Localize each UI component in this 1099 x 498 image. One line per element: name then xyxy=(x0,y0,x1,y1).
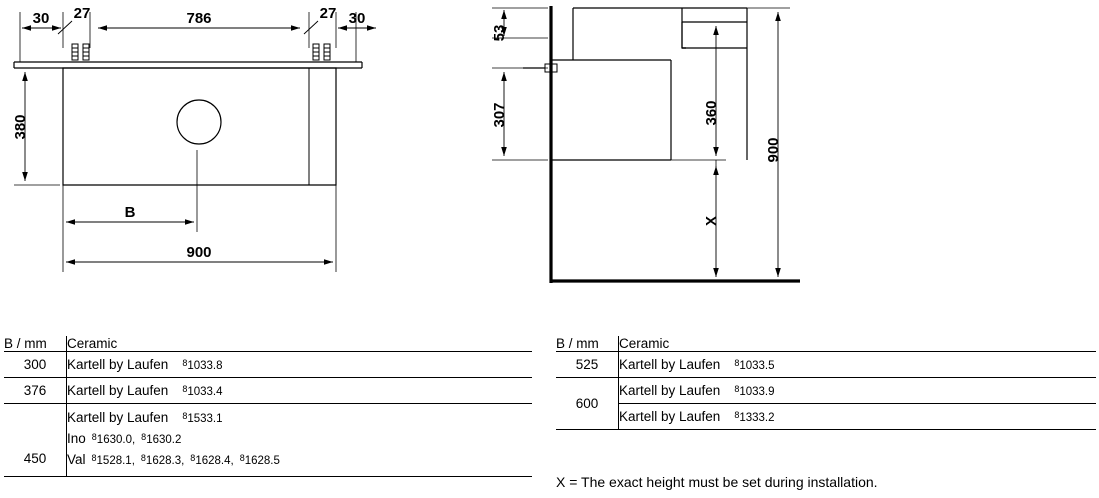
article-number: $^8$1630.0, $^8$1630.2 xyxy=(91,431,182,446)
table-row xyxy=(4,352,532,378)
ceramic-line xyxy=(619,378,1096,403)
cell-b-600: 600 xyxy=(575,396,599,411)
cell-ceramic-450 xyxy=(67,404,533,477)
cell-ceramic-525 xyxy=(619,352,1097,378)
dim-label-X: X xyxy=(703,215,720,227)
brand-name: Kartell by Laufen xyxy=(619,409,721,424)
dim-label-27-right: 27 xyxy=(319,5,337,22)
cell-b-525: 525 xyxy=(575,357,599,372)
table-row xyxy=(4,404,532,477)
dim-label-786: 786 xyxy=(186,10,212,27)
ceramic-line xyxy=(67,408,532,429)
table-header-row xyxy=(4,336,532,352)
brand-name: Kartell by Laufen xyxy=(67,357,169,372)
dim-label-307: 307 xyxy=(491,102,508,128)
dim-label-27-left: 27 xyxy=(73,5,91,22)
spec-table-right xyxy=(556,336,1096,430)
brand-name: Kartell by Laufen xyxy=(67,410,169,425)
dim-label-360: 360 xyxy=(703,100,720,126)
installation-note: X = The exact height must be set during installation. xyxy=(556,474,878,490)
header-b-mm: B / mm xyxy=(4,336,47,351)
cell-ceramic-376 xyxy=(67,378,533,404)
cell-b-376: 376 xyxy=(23,383,47,398)
cell-ceramic-600 xyxy=(619,378,1097,430)
table-row xyxy=(556,352,1096,378)
article-number: $^8$1033.9 xyxy=(734,383,775,398)
ceramic-line xyxy=(67,429,532,450)
dim-label-900-front: 900 xyxy=(186,244,212,261)
article-number: $^8$1333.2 xyxy=(734,409,775,424)
dim-label-30-right: 30 xyxy=(348,10,366,27)
header-b-mm: B / mm xyxy=(556,336,599,351)
cell-ceramic-300 xyxy=(67,352,533,378)
cell-b-300: 300 xyxy=(23,357,47,372)
spec-tables xyxy=(0,336,1099,498)
header-ceramic: Ceramic xyxy=(619,336,1097,352)
header-ceramic: Ceramic xyxy=(67,336,533,352)
article-number: $^8$1533.1 xyxy=(182,410,223,425)
ceramic-line xyxy=(619,403,1096,429)
article-number: $^8$1033.8 xyxy=(182,357,223,372)
dim-label-B: B xyxy=(124,204,136,221)
ceramic-line xyxy=(67,450,532,471)
article-number: $^8$1033.4 xyxy=(182,383,223,398)
brand-name: Kartell by Laufen xyxy=(67,383,169,398)
dim-label-900-side: 900 xyxy=(765,137,782,163)
article-number: $^8$1033.5 xyxy=(734,357,775,372)
table-row xyxy=(4,378,532,404)
table-header-row xyxy=(556,336,1096,352)
spec-table-left xyxy=(4,336,532,477)
table-row xyxy=(556,378,1096,430)
brand-name: Kartell by Laufen xyxy=(619,357,721,372)
article-number: $^8$1528.1, $^8$1628.3, $^8$1628.4, $^8$1628.5 xyxy=(91,452,280,467)
cell-b-450: 450 xyxy=(23,450,47,466)
dim-label-53: 53 xyxy=(491,24,508,42)
brand-name: Ino xyxy=(67,430,86,446)
brand-name: Val xyxy=(67,451,86,467)
brand-name: Kartell by Laufen xyxy=(619,383,721,398)
dim-label-30-left: 30 xyxy=(32,10,50,27)
dim-label-380: 380 xyxy=(12,114,29,140)
